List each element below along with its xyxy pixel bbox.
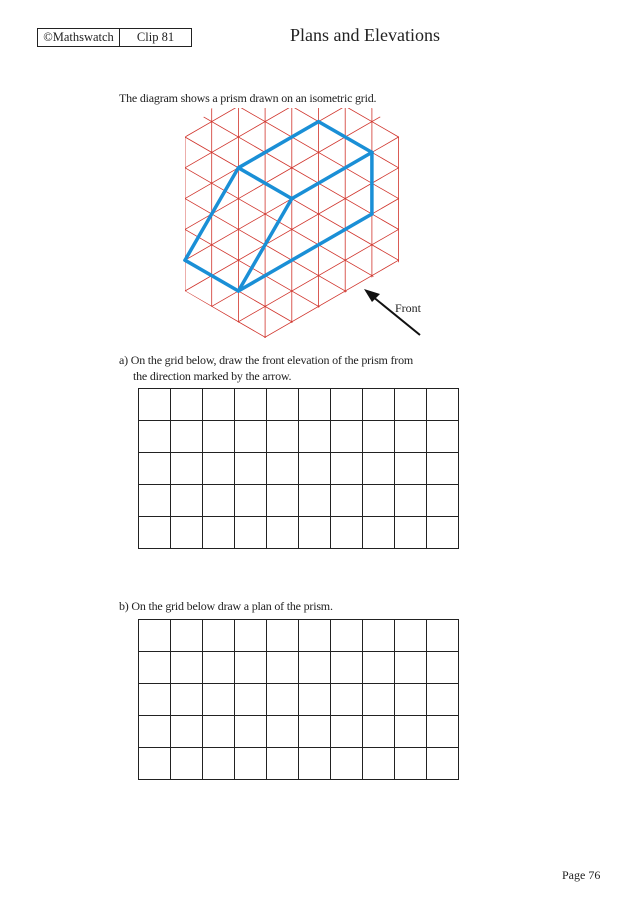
grid-cell[interactable] — [171, 748, 203, 780]
grid-line — [165, 187, 445, 348]
grid-cell[interactable] — [363, 389, 395, 421]
grid-cell[interactable] — [203, 389, 235, 421]
page-title: Plans and Elevations — [290, 25, 440, 45]
grid-cell[interactable] — [235, 620, 267, 652]
grid-cell[interactable] — [267, 453, 299, 485]
grid-cell[interactable] — [267, 684, 299, 716]
grid-cell[interactable] — [299, 517, 331, 549]
grid-cell[interactable] — [235, 517, 267, 549]
grid-cell[interactable] — [203, 517, 235, 549]
grid-cell[interactable] — [299, 716, 331, 748]
grid-cell[interactable] — [363, 517, 395, 549]
grid-cell[interactable] — [235, 453, 267, 485]
question-a-line2: the direction marked by the arrow. — [133, 369, 292, 383]
grid-cell[interactable] — [171, 453, 203, 485]
grid-cell[interactable] — [299, 485, 331, 517]
grid-cell[interactable] — [171, 620, 203, 652]
grid-cell[interactable] — [395, 389, 427, 421]
grid-cell[interactable] — [299, 684, 331, 716]
grid-cell[interactable] — [171, 485, 203, 517]
grid-cell[interactable] — [171, 389, 203, 421]
question-b-line1: b) On the grid below draw a plan of the prism. — [119, 599, 333, 613]
grid-cell[interactable] — [363, 485, 395, 517]
grid-cell[interactable] — [427, 485, 459, 517]
grid-cell[interactable] — [427, 716, 459, 748]
grid-cell[interactable] — [171, 716, 203, 748]
grid-cell[interactable] — [267, 421, 299, 453]
page-number: Page 76 — [562, 868, 601, 882]
grid-cell[interactable] — [331, 620, 363, 652]
answer-grid-a[interactable] — [138, 388, 459, 549]
grid-cell[interactable] — [139, 748, 171, 780]
grid-cell[interactable] — [427, 684, 459, 716]
grid-cell[interactable] — [203, 453, 235, 485]
grid-cell[interactable] — [203, 652, 235, 684]
grid-cell[interactable] — [299, 620, 331, 652]
intro-text: The diagram shows a prism drawn on an isometric grid. — [119, 91, 377, 105]
grid-cell[interactable] — [267, 485, 299, 517]
grid-cell[interactable] — [203, 748, 235, 780]
grid-cell[interactable] — [395, 485, 427, 517]
grid-cell[interactable] — [203, 684, 235, 716]
grid-line — [165, 18, 445, 179]
grid-cell[interactable] — [395, 716, 427, 748]
grid-cell[interactable] — [235, 485, 267, 517]
grid-cell[interactable] — [171, 652, 203, 684]
grid-cell[interactable] — [299, 453, 331, 485]
grid-cell[interactable] — [331, 421, 363, 453]
grid-cell[interactable] — [235, 716, 267, 748]
grid-cell[interactable] — [331, 517, 363, 549]
grid-line — [165, 0, 445, 41]
grid-cell[interactable] — [395, 748, 427, 780]
grid-cell[interactable] — [427, 389, 459, 421]
grid-cell[interactable] — [235, 389, 267, 421]
grid-cell[interactable] — [203, 716, 235, 748]
prism-edge — [238, 122, 318, 168]
grid-cell[interactable] — [363, 421, 395, 453]
brand-label: ©Mathswatch — [38, 29, 120, 46]
grid-cell[interactable] — [139, 620, 171, 652]
grid-line — [165, 0, 445, 71]
grid-cell[interactable] — [427, 620, 459, 652]
grid-cell[interactable] — [139, 389, 171, 421]
grid-cell[interactable] — [171, 684, 203, 716]
grid-cell[interactable] — [267, 517, 299, 549]
grid-line — [165, 33, 445, 194]
grid-cell[interactable] — [203, 485, 235, 517]
grid-cell[interactable] — [331, 453, 363, 485]
grid-cell[interactable] — [267, 389, 299, 421]
grid-cell[interactable] — [331, 748, 363, 780]
grid-cell[interactable] — [139, 716, 171, 748]
prism-edge — [238, 214, 372, 291]
grid-line — [165, 156, 445, 317]
grid-line — [165, 95, 445, 256]
grid-cell[interactable] — [427, 652, 459, 684]
grid-cell[interactable] — [203, 620, 235, 652]
grid-cell[interactable] — [331, 652, 363, 684]
grid-cell[interactable] — [395, 620, 427, 652]
grid-line — [165, 2, 445, 163]
grid-cell[interactable] — [363, 620, 395, 652]
grid-cell[interactable] — [363, 748, 395, 780]
grid-cell[interactable] — [427, 421, 459, 453]
grid-cell[interactable] — [139, 485, 171, 517]
grid-cell[interactable] — [267, 620, 299, 652]
grid-line — [165, 0, 445, 87]
grid-cell[interactable] — [171, 517, 203, 549]
grid-cell[interactable] — [427, 517, 459, 549]
grid-cell[interactable] — [363, 684, 395, 716]
grid-cell[interactable] — [395, 421, 427, 453]
grid-cell[interactable] — [427, 748, 459, 780]
grid-line — [165, 0, 445, 56]
grid-cell[interactable] — [299, 652, 331, 684]
question-a-line1: a) On the grid below, draw the front elevation of the prism from — [119, 353, 413, 367]
grid-cell[interactable] — [235, 684, 267, 716]
grid-cell[interactable] — [395, 453, 427, 485]
grid-cell[interactable] — [203, 421, 235, 453]
grid-cell[interactable] — [363, 453, 395, 485]
grid-line — [165, 0, 445, 118]
grid-line — [165, 64, 445, 225]
grid-line — [165, 0, 445, 25]
grid-cell[interactable] — [331, 389, 363, 421]
grid-line — [165, 0, 445, 102]
grid-cell[interactable] — [395, 517, 427, 549]
grid-cell[interactable] — [267, 652, 299, 684]
grid-cell[interactable] — [331, 716, 363, 748]
grid-cell[interactable] — [235, 652, 267, 684]
grid-cell[interactable] — [267, 716, 299, 748]
answer-grid-b[interactable] — [138, 619, 459, 780]
grid-cell[interactable] — [395, 684, 427, 716]
grid-cell[interactable] — [235, 421, 267, 453]
grid-cell[interactable] — [299, 389, 331, 421]
prism-edge — [292, 152, 372, 198]
grid-cell[interactable] — [139, 517, 171, 549]
grid-line — [165, 125, 445, 286]
grid-cell[interactable] — [171, 421, 203, 453]
grid-cell[interactable] — [395, 652, 427, 684]
grid-cell[interactable] — [331, 485, 363, 517]
grid-cell[interactable] — [363, 652, 395, 684]
grid-cell[interactable] — [427, 453, 459, 485]
grid-cell[interactable] — [363, 716, 395, 748]
grid-line — [165, 0, 445, 133]
grid-cell[interactable] — [235, 748, 267, 780]
grid-line — [165, 0, 445, 149]
grid-line — [165, 0, 445, 10]
grid-line — [165, 203, 445, 364]
grid-cell[interactable] — [139, 421, 171, 453]
grid-line — [165, 79, 445, 240]
grid-cell[interactable] — [331, 684, 363, 716]
grid-cell[interactable] — [267, 748, 299, 780]
grid-cell[interactable] — [299, 421, 331, 453]
front-label: Front — [395, 301, 422, 315]
grid-cell[interactable] — [299, 748, 331, 780]
grid-cell[interactable] — [139, 453, 171, 485]
grid-cell[interactable] — [139, 652, 171, 684]
clip-label: Clip 81 — [136, 30, 175, 44]
grid-cell[interactable] — [139, 684, 171, 716]
